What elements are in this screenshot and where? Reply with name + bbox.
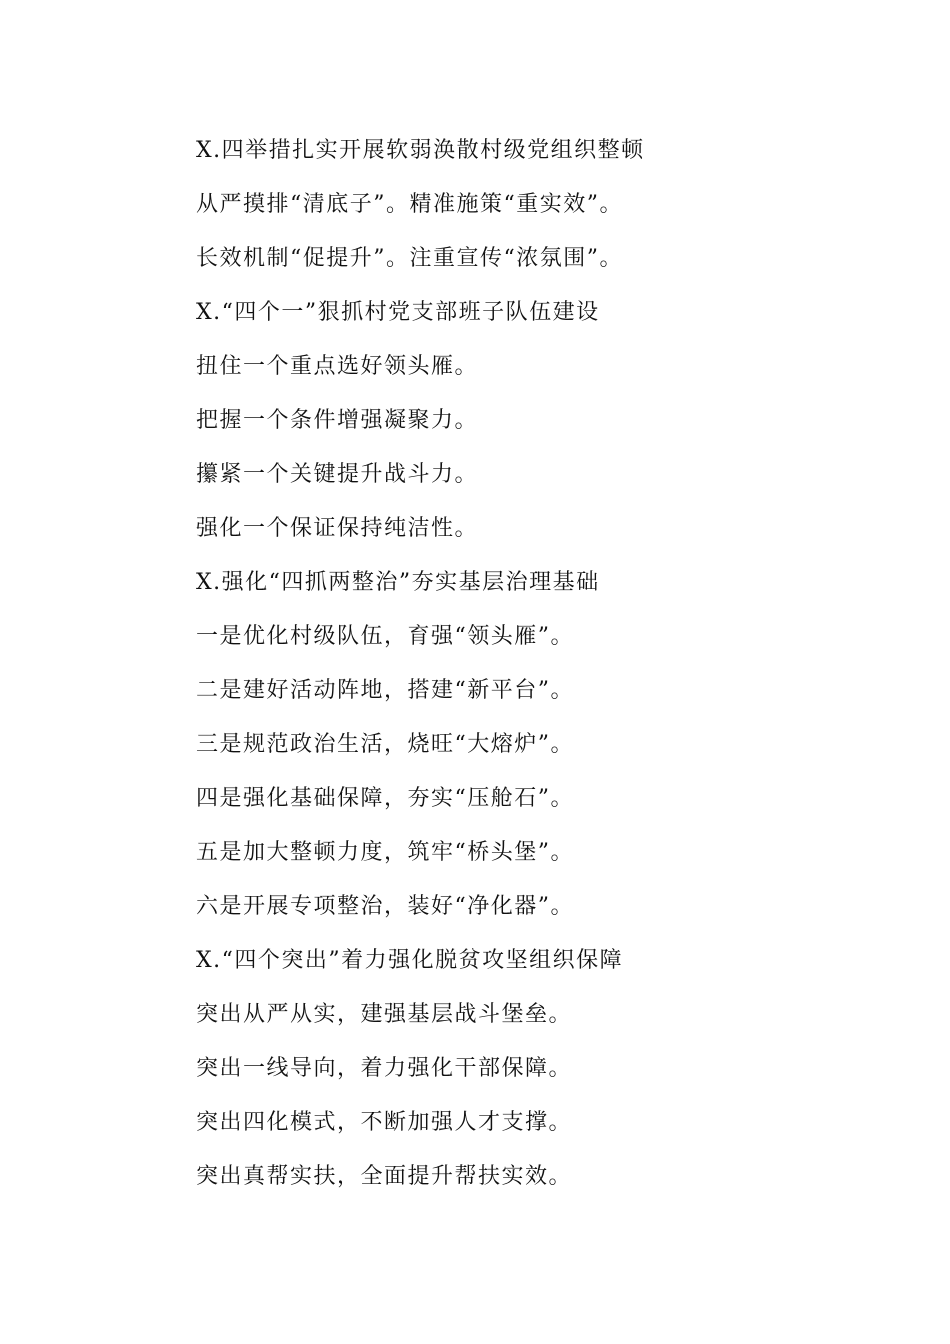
paragraph-line: 把握一个条件增强凝聚力。: [196, 408, 479, 433]
paragraph-line: 突出四化模式，不断加强人才支撑。: [196, 1110, 573, 1135]
document-body: [196, 124, 896, 1204]
paragraph-line: 长效机制“促提升”。注重宣传“浓氛围”。: [196, 246, 623, 271]
paragraph-line: 二是建好活动阵地，搭建“新平台”。: [196, 678, 574, 703]
paragraph-line: 五是加大整顿力度，筑牢“桥头堡”。: [196, 840, 574, 865]
paragraph-line: 攥紧一个关键提升战斗力。: [196, 462, 479, 487]
section-heading: X.“四个一”狠抓村党支部班子队伍建设: [196, 300, 600, 325]
paragraph-line: 三是规范政治生活，烧旺“大熔炉”。: [196, 732, 574, 757]
paragraph-line: 一是优化村级队伍，育强“领头雁”。: [196, 624, 574, 649]
paragraph-line: 从严摸排“清底子”。精准施策“重实效”。: [196, 192, 623, 217]
paragraph-line: 突出一线导向，着力强化干部保障。: [196, 1056, 573, 1081]
paragraph-line: 六是开展专项整治，装好“净化器”。: [196, 894, 574, 919]
paragraph-line: 强化一个保证保持纯洁性。: [196, 516, 479, 541]
paragraph-line: 突出从严从实，建强基层战斗堡垒。: [196, 1002, 573, 1027]
section-heading: X.四举措扎实开展软弱涣散村级党组织整顿: [196, 138, 645, 163]
paragraph-line: 扭住一个重点选好领头雁。: [196, 354, 479, 379]
section-heading: X.“四个突出”着力强化脱贫攻坚组织保障: [196, 948, 624, 973]
paragraph-line: 突出真帮实扶，全面提升帮扶实效。: [196, 1164, 573, 1189]
paragraph-line: 四是强化基础保障，夯实“压舱石”。: [196, 786, 574, 811]
section-heading: X.强化“四抓两整治”夯实基层治理基础: [196, 570, 600, 595]
